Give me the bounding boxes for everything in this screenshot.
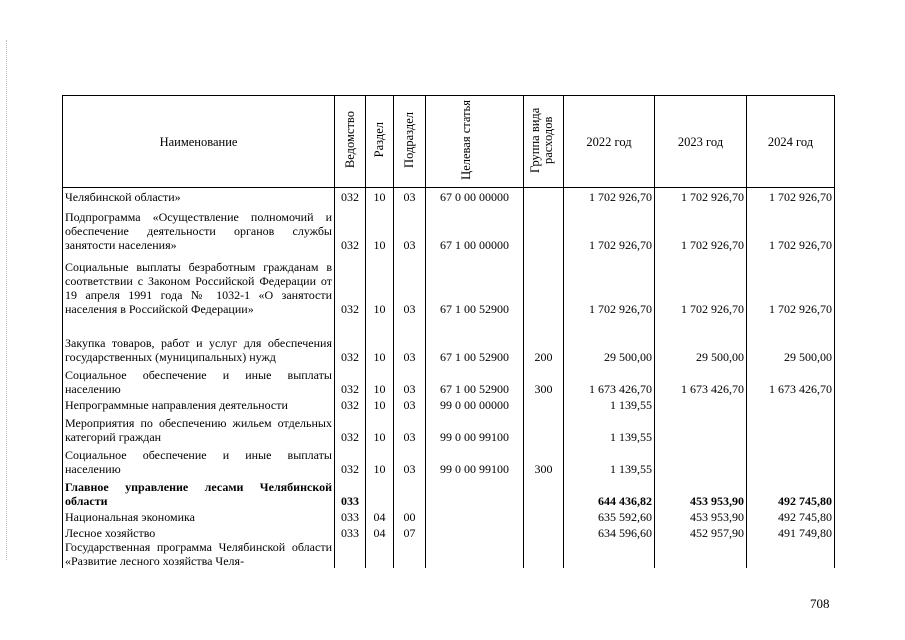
- row-2022: 1 702 926,70: [564, 252, 655, 316]
- row-cel: [426, 508, 524, 524]
- row-cel: 67 1 00 52900: [426, 252, 524, 316]
- table-row: [63, 524, 835, 540]
- header-gruppa: Группа вида расходов: [524, 96, 564, 188]
- row-gruppa: [524, 252, 564, 316]
- table-header-row: [63, 96, 835, 188]
- row-razdel: 10: [366, 188, 394, 204]
- row-podrazdel: [394, 540, 426, 568]
- header-razdel: Раздел: [366, 96, 394, 188]
- header-cel: Целевая статья: [426, 96, 524, 188]
- row-2022: 634 596,60: [564, 524, 655, 540]
- row-2024: [747, 412, 835, 444]
- row-2022: 644 436,82: [564, 476, 655, 508]
- row-ved: [335, 540, 366, 568]
- table-row: [63, 412, 835, 444]
- row-2023: 453 953,90: [655, 476, 747, 508]
- row-razdel: 10: [366, 252, 394, 316]
- row-gruppa: [524, 508, 564, 524]
- row-2022: 1 139,55: [564, 444, 655, 476]
- row-podrazdel: 00: [394, 508, 426, 524]
- row-ved: 032: [335, 396, 366, 412]
- row-2024: 1 702 926,70: [747, 252, 835, 316]
- row-razdel: 10: [366, 364, 394, 396]
- row-cel: 67 0 00 00000: [426, 188, 524, 204]
- row-2023: 29 500,00: [655, 316, 747, 364]
- row-podrazdel: [394, 476, 426, 508]
- row-gruppa: 300: [524, 364, 564, 396]
- row-gruppa: [524, 188, 564, 204]
- header-2022: 2022 год: [564, 96, 655, 188]
- table-row: [63, 444, 835, 476]
- row-podrazdel: 03: [394, 188, 426, 204]
- row-2023: [655, 444, 747, 476]
- row-ved: 032: [335, 364, 366, 396]
- row-2022: 1 702 926,70: [564, 188, 655, 204]
- header-podrazdel: Подраздел: [394, 96, 426, 188]
- row-razdel: 10: [366, 316, 394, 364]
- row-2022: 1 139,55: [564, 412, 655, 444]
- row-2024: 29 500,00: [747, 316, 835, 364]
- row-name: Социальные выплаты безработным гражданам в соответствии с Законом Российской Федерации от 19 апреля 1991 года № 1032-1 «О занятости населения в Российской Федерации»: [63, 252, 335, 316]
- row-2022: [564, 540, 655, 568]
- row-2023: 1 702 926,70: [655, 252, 747, 316]
- row-ved: 032: [335, 252, 366, 316]
- row-podrazdel: 03: [394, 204, 426, 252]
- table-row: [63, 204, 835, 252]
- row-2023: [655, 396, 747, 412]
- row-2022: 1 673 426,70: [564, 364, 655, 396]
- table-row: [63, 188, 835, 204]
- row-cel: 67 1 00 52900: [426, 364, 524, 396]
- row-razdel: 10: [366, 444, 394, 476]
- table-row: [63, 540, 835, 568]
- row-2023: 452 957,90: [655, 524, 747, 540]
- row-2022: 29 500,00: [564, 316, 655, 364]
- row-podrazdel: 03: [394, 396, 426, 412]
- row-2024: 492 745,80: [747, 508, 835, 524]
- row-ved: 032: [335, 412, 366, 444]
- row-cel: 99 0 00 00000: [426, 396, 524, 412]
- row-2024: 1 702 926,70: [747, 188, 835, 204]
- table-row: [63, 476, 835, 508]
- row-2024: [747, 540, 835, 568]
- header-ved: Ведомство: [335, 96, 366, 188]
- row-gruppa: [524, 524, 564, 540]
- row-ved: 033: [335, 508, 366, 524]
- row-name: Закупка товаров, работ и услуг для обеспечения государственных (муниципальных) нужд: [63, 316, 335, 364]
- row-2022: 1 702 926,70: [564, 204, 655, 252]
- row-2022: 635 592,60: [564, 508, 655, 524]
- row-name: Социальное обеспечение и иные выплаты населению: [63, 364, 335, 396]
- row-podrazdel: 03: [394, 252, 426, 316]
- row-gruppa: [524, 204, 564, 252]
- row-name: Социальное обеспечение и иные выплаты населению: [63, 444, 335, 476]
- row-podrazdel: 03: [394, 316, 426, 364]
- row-podrazdel: 07: [394, 524, 426, 540]
- row-gruppa: [524, 396, 564, 412]
- row-ved: 032: [335, 444, 366, 476]
- row-razdel: 10: [366, 412, 394, 444]
- row-cel: [426, 476, 524, 508]
- row-cel: 99 0 00 99100: [426, 444, 524, 476]
- row-2023: 1 673 426,70: [655, 364, 747, 396]
- row-2023: 453 953,90: [655, 508, 747, 524]
- row-name: Национальная экономика: [63, 508, 335, 524]
- row-podrazdel: 03: [394, 444, 426, 476]
- row-name: Государственная программа Челябинской области «Развитие лесного хозяйства Челя-: [63, 540, 335, 568]
- table-body: [63, 188, 835, 568]
- scan-edge-marks: [6, 40, 9, 560]
- row-name: Лесное хозяйство: [63, 524, 335, 540]
- row-ved: 033: [335, 524, 366, 540]
- row-ved: 032: [335, 316, 366, 364]
- row-gruppa: [524, 476, 564, 508]
- row-cel: 67 1 00 52900: [426, 316, 524, 364]
- row-razdel: 10: [366, 396, 394, 412]
- table-row: [63, 396, 835, 412]
- page-number: 708: [810, 596, 830, 611]
- row-2024: 1 702 926,70: [747, 204, 835, 252]
- row-2022: 1 139,55: [564, 396, 655, 412]
- row-razdel: [366, 476, 394, 508]
- table-row: [63, 252, 835, 316]
- row-gruppa: [524, 540, 564, 568]
- row-razdel: 10: [366, 204, 394, 252]
- row-2024: 491 749,80: [747, 524, 835, 540]
- row-cel: 99 0 00 99100: [426, 412, 524, 444]
- header-2024: 2024 год: [747, 96, 835, 188]
- header-2023: 2023 год: [655, 96, 747, 188]
- row-razdel: [366, 540, 394, 568]
- row-2023: 1 702 926,70: [655, 204, 747, 252]
- row-2024: 1 673 426,70: [747, 364, 835, 396]
- row-podrazdel: 03: [394, 412, 426, 444]
- row-name: Челябинской области»: [63, 188, 335, 204]
- table-row: [63, 508, 835, 524]
- row-name: Непрограммные направления деятельности: [63, 396, 335, 412]
- row-podrazdel: 03: [394, 364, 426, 396]
- row-name: Мероприятия по обеспечению жильем отдельных категорий граждан: [63, 412, 335, 444]
- row-cel: [426, 524, 524, 540]
- row-ved: 032: [335, 204, 366, 252]
- row-2024: [747, 444, 835, 476]
- row-2023: [655, 540, 747, 568]
- header-name: Наименование: [63, 96, 335, 188]
- row-cel: [426, 540, 524, 568]
- row-2023: 1 702 926,70: [655, 188, 747, 204]
- row-gruppa: [524, 412, 564, 444]
- row-ved: 033: [335, 476, 366, 508]
- row-gruppa: 200: [524, 316, 564, 364]
- row-gruppa: 300: [524, 444, 564, 476]
- row-name: Главное управление лесами Челябинской области: [63, 476, 335, 508]
- row-2023: [655, 412, 747, 444]
- table-row: [63, 316, 835, 364]
- table-row: [63, 364, 835, 396]
- row-razdel: 04: [366, 508, 394, 524]
- row-ved: 032: [335, 188, 366, 204]
- row-cel: 67 1 00 00000: [426, 204, 524, 252]
- row-razdel: 04: [366, 524, 394, 540]
- row-2024: [747, 396, 835, 412]
- row-2024: 492 745,80: [747, 476, 835, 508]
- budget-table: [62, 95, 835, 568]
- row-name: Подпрограмма «Осуществление полномочий и обеспечение деятельности органов службы занятости населения»: [63, 204, 335, 252]
